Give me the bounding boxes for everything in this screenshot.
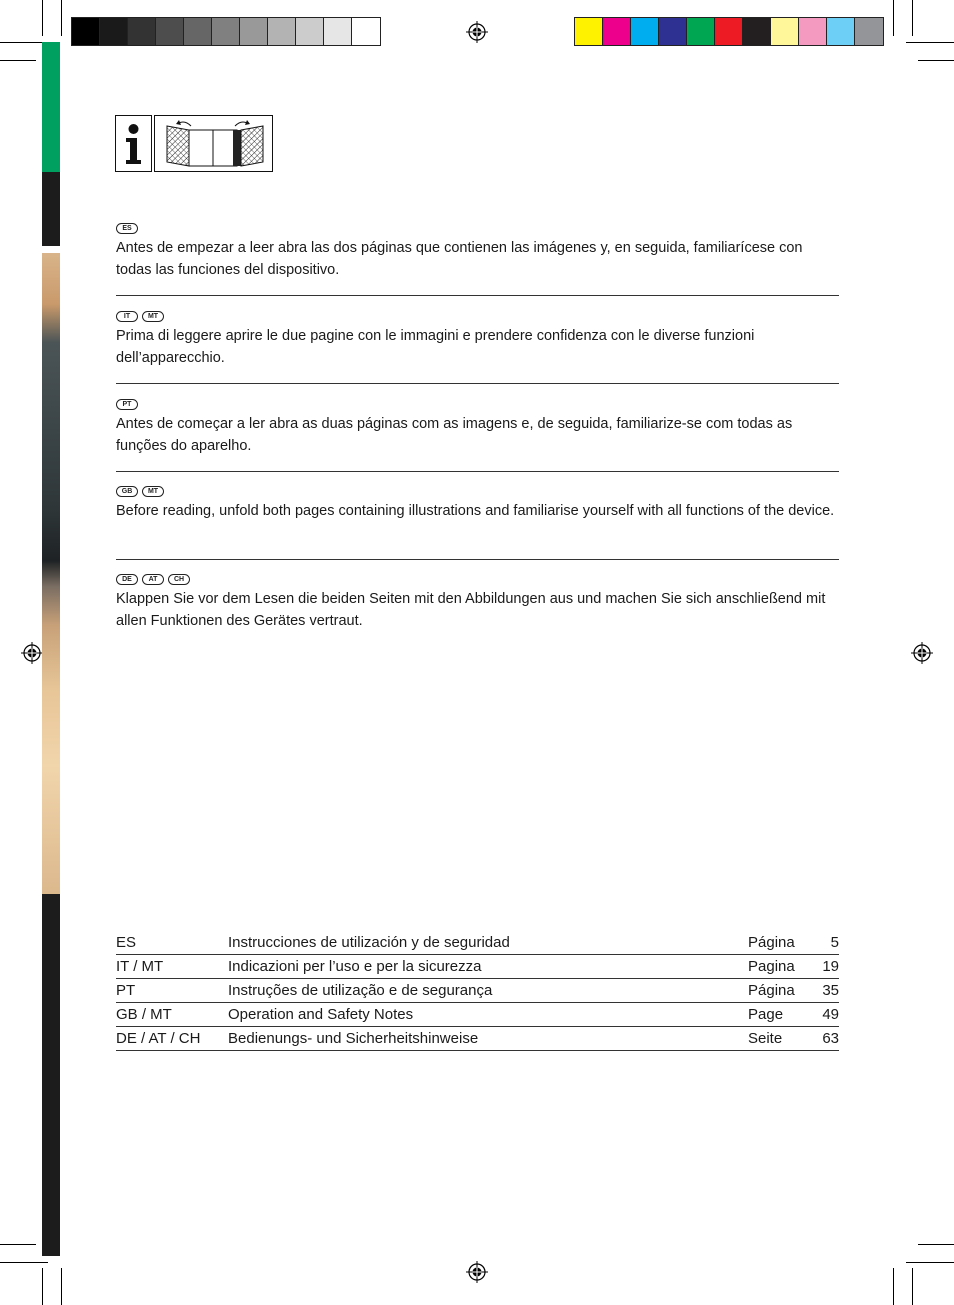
- color-swatch: [72, 18, 100, 45]
- cover-strip-dark: [42, 172, 60, 246]
- toc-row[interactable]: [116, 1027, 839, 1051]
- color-swatch: [855, 18, 883, 45]
- toc-title: Instrucciones de utilización y de seguridad: [228, 934, 510, 951]
- divider: [116, 383, 839, 384]
- crop-mark: [912, 0, 913, 36]
- crop-mark: [906, 42, 954, 43]
- toc-row[interactable]: [116, 955, 839, 979]
- crop-mark: [893, 0, 894, 36]
- language-badges: [116, 574, 839, 586]
- toc-page-label: Página: [748, 982, 795, 999]
- registration-mark-icon: [466, 21, 488, 43]
- toc-page-number: 19: [822, 958, 839, 975]
- color-swatch: [296, 18, 324, 45]
- toc-language-code: PT: [116, 982, 136, 999]
- crop-mark: [918, 60, 954, 61]
- color-swatch: [324, 18, 352, 45]
- color-swatch: [184, 18, 212, 45]
- language-badge: ES: [116, 223, 138, 234]
- language-block-pt: [116, 399, 839, 457]
- cover-strip-green: [42, 42, 60, 172]
- language-text: Before reading, unfold both pages containing illustrations and familiarise yourself with all functions of the device.: [116, 503, 835, 519]
- crop-mark: [0, 1262, 48, 1263]
- language-badge: PT: [116, 399, 138, 410]
- color-swatch: [603, 18, 631, 45]
- registration-mark-icon: [21, 642, 43, 664]
- color-swatch: [659, 18, 687, 45]
- language-badges: [116, 399, 839, 411]
- language-block-it-mt: [116, 311, 839, 369]
- crop-mark: [61, 1268, 62, 1305]
- language-block-de-at-ch: [116, 574, 839, 632]
- toc-page-label: Page: [748, 1006, 784, 1023]
- language-badges: [116, 223, 839, 235]
- language-badge: GB: [116, 486, 138, 497]
- language-block-gb-mt: [116, 486, 839, 522]
- toc-page-number: 63: [822, 1030, 839, 1047]
- toc-title: Instruções de utilização e de segurança: [228, 982, 493, 999]
- color-swatch: [128, 18, 156, 45]
- language-text: Prima di leggere aprire le due pagine con le immagini e prendere confidenza con le diverse funzioni dell’apparecchio.: [116, 328, 755, 366]
- color-swatch: [100, 18, 128, 45]
- divider: [116, 559, 839, 560]
- toc-language-code: IT / MT: [116, 958, 164, 975]
- color-swatch: [743, 18, 771, 45]
- crop-mark: [0, 1244, 36, 1245]
- language-badge: CH: [168, 574, 190, 585]
- crop-mark: [61, 0, 62, 36]
- color-swatch: [575, 18, 603, 45]
- toc-title: Indicazioni per l’uso e per la sicurezza: [228, 958, 482, 975]
- crop-mark: [42, 1268, 43, 1305]
- language-text: Klappen Sie vor dem Lesen die beiden Seiten mit den Abbildungen aus und machen Sie sich anschließend mit allen Funktionen des Gerätes vertraut.: [116, 591, 826, 629]
- language-badges: [116, 311, 839, 323]
- crop-mark: [918, 1244, 954, 1245]
- crop-mark: [42, 0, 43, 36]
- info-i-icon: [116, 116, 151, 171]
- language-badge: AT: [142, 574, 164, 585]
- crop-mark: [912, 1268, 913, 1305]
- color-swatch: [687, 18, 715, 45]
- language-badges: [116, 486, 839, 498]
- toc-language-code: GB / MT: [116, 1006, 172, 1023]
- toc-page-number: 5: [830, 934, 839, 951]
- color-swatch: [799, 18, 827, 45]
- color-swatch: [240, 18, 268, 45]
- language-block-es: [116, 223, 839, 281]
- registration-mark-icon: [466, 1261, 488, 1283]
- foldout-pages-icon: [155, 116, 272, 171]
- toc-row[interactable]: [116, 979, 839, 1003]
- color-swatch: [352, 18, 380, 45]
- language-badge: IT: [116, 311, 138, 322]
- color-swatch: [268, 18, 296, 45]
- crop-mark: [893, 1268, 894, 1305]
- info-icon-box: [115, 115, 152, 172]
- toc-title: Operation and Safety Notes: [228, 1006, 414, 1023]
- toc-page-label: Pagina: [748, 958, 795, 975]
- process-color-bar: [574, 17, 884, 46]
- divider: [116, 295, 839, 296]
- language-badge: MT: [142, 486, 164, 497]
- toc-language-code: ES: [116, 934, 137, 951]
- color-swatch: [156, 18, 184, 45]
- foldout-icon-box: [154, 115, 273, 172]
- language-text: Antes de empezar a leer abra las dos páginas que contienen las imágenes y, en seguida, familiarícese con todas las funciones del dispositivo.: [116, 240, 803, 278]
- toc-page-number: 35: [822, 982, 839, 999]
- toc-page-label: Seite: [748, 1030, 783, 1047]
- cover-strip-image: [42, 253, 60, 894]
- crop-mark: [0, 42, 48, 43]
- language-text: Antes de começar a ler abra as duas páginas com as imagens e, de seguida, familiarize-se com todas as funções do aparelho.: [116, 416, 793, 454]
- divider: [116, 471, 839, 472]
- language-badge: DE: [116, 574, 138, 585]
- language-badge: MT: [142, 311, 164, 322]
- color-swatch: [212, 18, 240, 45]
- toc-page-number: 49: [822, 1006, 839, 1023]
- cover-strip-dark: [42, 894, 60, 1256]
- color-swatch: [771, 18, 799, 45]
- toc-title: Bedienungs- und Sicherheitshinweise: [228, 1030, 479, 1047]
- crop-mark: [0, 60, 36, 61]
- color-swatch: [715, 18, 743, 45]
- grayscale-color-bar: [71, 17, 381, 46]
- toc-page-label: Página: [748, 934, 795, 951]
- crop-mark: [906, 1262, 954, 1263]
- color-swatch: [827, 18, 855, 45]
- table-of-contents: [116, 931, 839, 1051]
- toc-row[interactable]: [116, 931, 839, 955]
- registration-mark-icon: [911, 642, 933, 664]
- toc-language-code: DE / AT / CH: [116, 1030, 201, 1047]
- color-swatch: [631, 18, 659, 45]
- toc-row[interactable]: [116, 1003, 839, 1027]
